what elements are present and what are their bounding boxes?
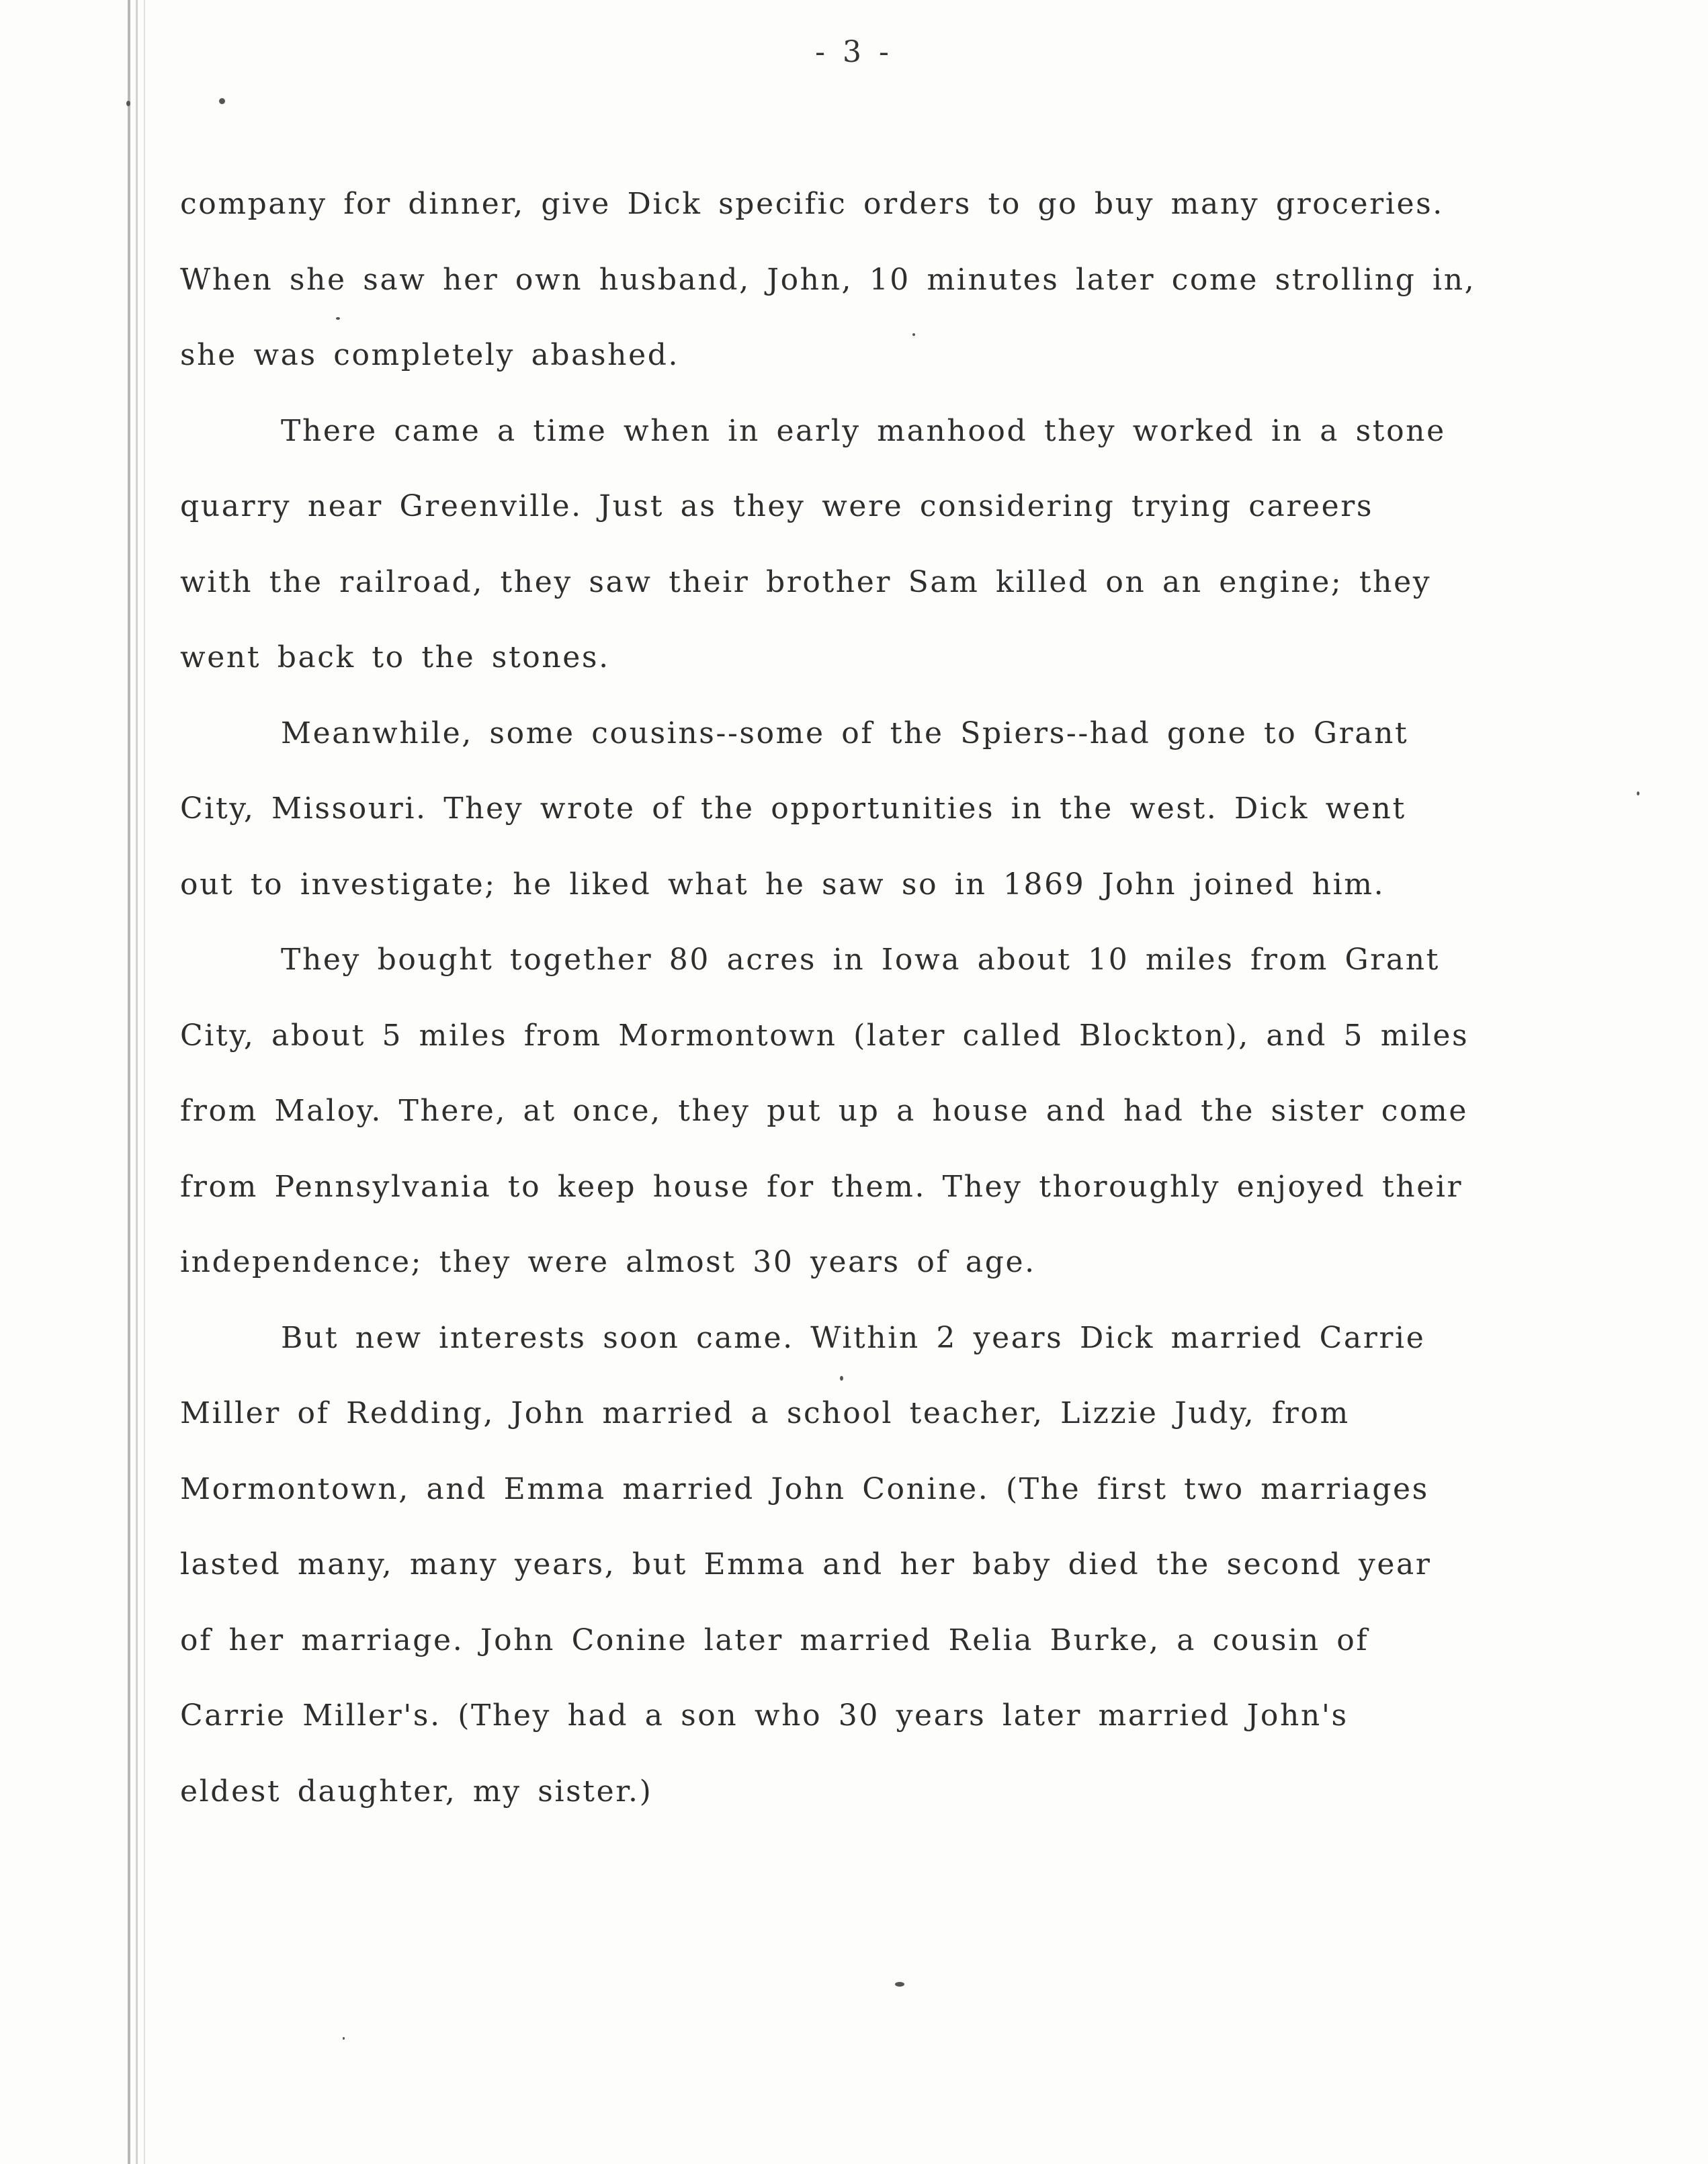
text-line: Mormontown, and Emma married John Conine. (The first two marriages [180,1471,1429,1506]
text-line: out to investigate; he liked what he saw so in 1869 John joined him. [180,867,1385,902]
text-line: of her marriage. John Conine later married Relia Burke, a cousin of [180,1622,1369,1657]
text-line: she was completely abashed. [180,338,680,372]
text-line-paragraph-start: Meanwhile, some cousins--some of the Spiers--had gone to Grant [281,716,1409,750]
text-line: went back to the stones. [180,640,610,675]
scan-speck [840,1376,843,1381]
binding-edge-line [128,0,130,2164]
scan-speck [1637,791,1639,795]
text-line: quarry near Greenville. Just as they were considering trying careers [180,489,1374,523]
binding-edge-line [144,0,145,2164]
text-line: Miller of Redding, John married a school teacher, Lizzie Judy, from [180,1396,1350,1430]
scan-speck [343,2037,345,2040]
binding-edge-line [136,0,138,2164]
text-line: eldest daughter, my sister.) [180,1774,653,1809]
text-line: from Maloy. There, at once, they put up a house and had the sister come [180,1094,1469,1128]
text-line: City, Missouri. They wrote of the opportunities in the west. Dick went [180,791,1406,826]
body-text [180,167,1476,1829]
scan-speck [219,98,225,104]
scan-speck [912,333,915,336]
text-line: Carrie Miller's. (They had a son who 30 years later married John's [180,1698,1349,1733]
text-line: with the railroad, they saw their brother Sam killed on an engine; they [180,564,1432,599]
text-line-paragraph-start: They bought together 80 acres in Iowa about 10 miles from Grant [281,943,1440,977]
scan-speck [336,317,340,320]
text-line: independence; they were almost 30 years of age. [180,1245,1036,1279]
text-line-paragraph-start: But new interests soon came. Within 2 years Dick married Carrie [281,1320,1426,1355]
scan-speck [895,1982,904,1987]
scan-speck [126,101,130,106]
text-line: lasted many, many years, but Emma and her baby died the second year [180,1547,1432,1582]
page-number: - 3 - [815,35,893,69]
text-line: City, about 5 miles from Mormontown (later called Blockton), and 5 miles [180,1018,1469,1053]
text-line-paragraph-start: There came a time when in early manhood they worked in a stone [281,413,1446,448]
text-line: company for dinner, give Dick specific orders to go buy many groceries. [180,187,1444,221]
text-line: from Pennsylvania to keep house for them. They thoroughly enjoyed their [180,1169,1463,1204]
text-line: When she saw her own husband, John, 10 minutes later come strolling in, [180,262,1476,297]
